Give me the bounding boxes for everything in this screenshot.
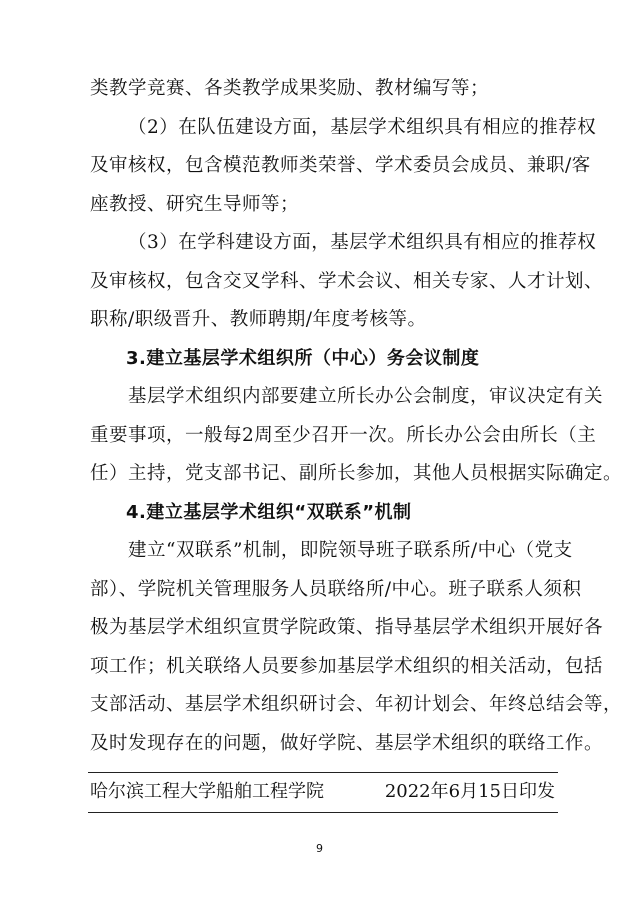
body-line: 职称/职级晋升、教师聘期/年度考核等。: [90, 309, 427, 330]
footer-issue-date: 2022年6月15日印发: [384, 781, 555, 802]
body-line: 座教授、研究生导师等；: [90, 194, 300, 215]
body-line: 部）、学院机关管理服务人员联络所/中心。班子联系人须积: [90, 579, 582, 600]
body-line: 类教学竞赛、各类教学成果奖励、教材编写等；: [90, 78, 490, 99]
body-line: 任）主持，党支部书记、副所长参加，其他人员根据实际确定。: [90, 463, 623, 484]
body-line: 重要事项，一般每2周至少召开一次。所长办公会由所长（主: [90, 425, 597, 446]
body-line: （2）在队伍建设方面，基层学术组织具有相应的推荐权: [128, 117, 597, 138]
body-line: 极为基层学术组织宣贯学院政策、指导基层学术组织开展好各: [90, 617, 604, 638]
footer-top-rule: [88, 772, 558, 773]
body-line: （3）在学科建设方面，基层学术组织具有相应的推荐权: [128, 232, 597, 253]
body-line: 支部活动、基层学术组织研讨会、年初计划会、年终总结会等，: [90, 694, 623, 715]
footer-bottom-rule: [88, 812, 558, 813]
footer-issuer: 哈尔滨工程大学船舶工程学院: [90, 781, 324, 802]
section-heading: 3.建立基层学术组织所（中心）务会议制度: [126, 348, 480, 369]
body-line: 及审核权，包含模范教师类荣誉、学术委员会成员、兼职/客: [90, 155, 591, 176]
body-line: 建立“双联系”机制，即院领导班子联系所/中心（党支: [128, 540, 573, 561]
body-line: 及时发现存在的问题，做好学院、基层学术组织的联络工作。: [90, 733, 604, 754]
body-line: 基层学术组织内部要建立所长办公会制度，审议决定有关: [128, 386, 604, 407]
section-heading: 4.建立基层学术组织“双联系”机制: [126, 502, 412, 523]
body-line: 项工作；机关联络人员要参加基层学术组织的相关活动，包括: [90, 656, 604, 677]
body-line: 及审核权，包含交叉学科、学术会议、相关专家、人才计划、: [90, 271, 604, 292]
page-number: 9: [316, 842, 323, 855]
